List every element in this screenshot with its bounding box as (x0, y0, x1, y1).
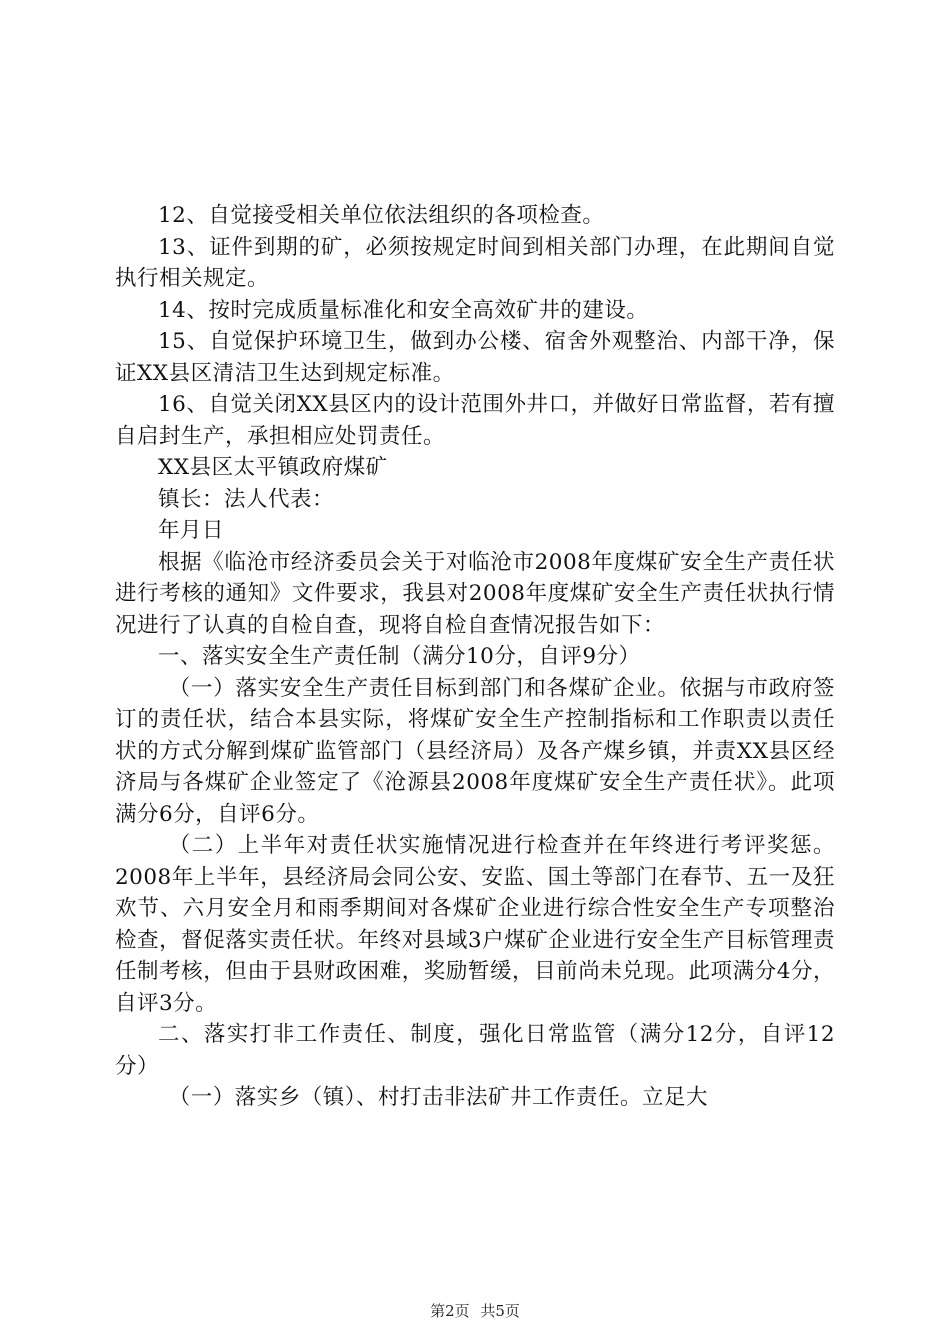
paragraph-item-14: 14、按时完成质量标准化和安全高效矿井的建设。 (158, 297, 649, 323)
paragraph-item-16: 16、自觉关闭XX县区内的设计范围外井口，并做好日常监督，若有擅自启封生产，承担相应处罚责任。 (115, 392, 835, 449)
paragraph-item-15: 15、自觉保护环境卫生，做到办公楼、宿舍外观整治、内部干净，保证XX县区清洁卫生达到规定标准。 (115, 329, 835, 386)
subsection-1-1-paragraph: （一）落实安全生产责任目标到部门和各煤矿企业。依据与市政府签订的责任状，结合本县实际，将煤矿安全生产控制指标和工作职责以责任状的方式分解到煤矿监管部门（县经济局）及各产煤乡镇，并责XX县区经济局与各煤矿企业签定了《沧源县2008年度煤矿安全生产责任状》。此项满分6分，自评6分。 (115, 675, 835, 827)
page-number: 第2页 (430, 1302, 470, 1320)
subsection-2-1-paragraph: （一）落实乡（镇）、村打击非法矿井工作责任。立足大 (168, 1085, 709, 1110)
page-footer (0, 1300, 950, 1321)
page-total: 共5页 (480, 1302, 520, 1320)
paragraph-item-13: 13、证件到期的矿，必须按规定时间到相关部门办理，在此期间自觉执行相关规定。 (115, 234, 835, 291)
signature-date: 年月日 (158, 518, 225, 543)
section-heading-1: 一、落实安全生产责任制（满分10分，自评9分） (158, 644, 641, 669)
subsection-1-2-paragraph: （二）上半年对责任状实施情况进行检查并在年终进行考评奖惩。2008年上半年，县经济局会同公安、安监、国土等部门在春节、五一及狂欢节、六月安全月和雨季期间对各煤矿企业进行综合性安全生产专项整治检查，督促落实责任状。年终对县域3户煤矿企业进行安全生产目标管理责任制考核，但由于县财政困难，奖励暂缓，目前尚未兑现。此项满分4分，自评3分。 (115, 833, 835, 1016)
paragraph-item-12: 12、自觉接受相关单位依法组织的各项检查。 (158, 203, 605, 228)
section-heading-2: 二、落实打非工作责任、制度，强化日常监管（满分12分，自评12分） (115, 1022, 835, 1079)
signature-representatives: 镇长：法人代表： (158, 486, 335, 512)
signature-organization: XX县区太平镇政府煤矿 (158, 455, 388, 480)
document-body (115, 200, 835, 1114)
report-intro-paragraph: 根据《临沧市经济委员会关于对临沧市2008年度煤矿安全生产责任状进行考核的通知》文件要求，我县对2008年度煤矿安全生产责任状执行情况进行了认真的自检自查，现将自检自查情况报告如下： (115, 549, 835, 638)
